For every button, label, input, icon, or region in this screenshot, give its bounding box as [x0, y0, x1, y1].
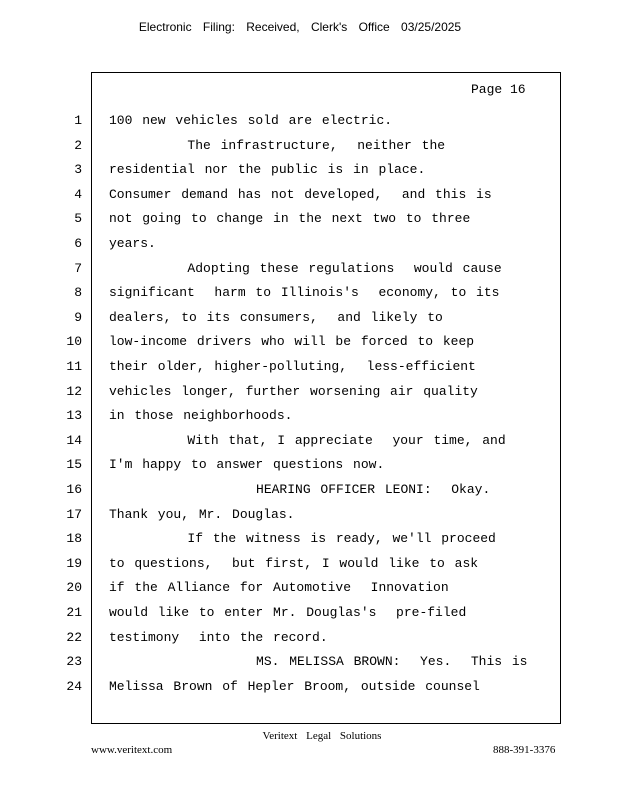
line-number: 14 [66, 433, 82, 448]
transcript-line: I'm happy to answer questions now. [109, 457, 385, 472]
line-number: 13 [66, 408, 82, 423]
line-number: 7 [74, 261, 82, 276]
line-number: 22 [66, 630, 82, 645]
transcript-line: to questions, but first, I would like to ask [109, 556, 479, 571]
filing-stamp-header: Electronic Filing: Received, Clerk's Office 03/25/2025 [138, 20, 462, 34]
transcript-line: 100 new vehicles sold are electric. [109, 113, 393, 128]
transcript-line: MS. MELISSA BROWN: Yes. This is [109, 654, 528, 669]
line-number: 6 [74, 236, 82, 251]
footer-phone: 888-391-3376 [493, 744, 556, 756]
line-number: 18 [66, 531, 82, 546]
footer-website: www.veritext.com [91, 744, 173, 756]
transcript-line: With that, I appreciate your time, and [109, 433, 506, 448]
transcript-line: dealers, to its consumers, and likely to [109, 310, 443, 325]
transcript-line: Consumer demand has not developed, and this is [109, 187, 492, 202]
transcript-line: years. [109, 236, 156, 251]
transcript-line: significant harm to Illinois's economy, to its [109, 285, 500, 300]
line-number: 21 [66, 605, 82, 620]
transcript-line: low-income drivers who will be forced to keep [109, 334, 475, 349]
page-number: Page 16 [471, 82, 526, 97]
line-number: 24 [66, 679, 82, 694]
line-number: 12 [66, 384, 82, 399]
line-number: 2 [74, 138, 82, 153]
transcript-line: HEARING OFFICER LEONI: Okay. [109, 482, 491, 497]
line-number: 5 [74, 211, 82, 226]
transcript-line: The infrastructure, neither the [109, 138, 446, 153]
transcript-line: Melissa Brown of Hepler Broom, outside counsel [109, 679, 480, 694]
transcript-line: their older, higher-polluting, less-efficient [109, 359, 476, 374]
line-number: 10 [66, 334, 82, 349]
transcript-line: in those neighborhoods. [109, 408, 293, 423]
line-number: 20 [66, 580, 82, 595]
line-number: 17 [66, 507, 82, 522]
transcript-line: If the witness is ready, we'll proceed [109, 531, 496, 546]
transcript-line: not going to change in the next two to three [109, 211, 471, 226]
line-number: 11 [66, 359, 82, 374]
transcript-line: Adopting these regulations would cause [109, 261, 502, 276]
transcript-line: if the Alliance for Automotive Innovation [109, 580, 449, 595]
line-number: 4 [74, 187, 82, 202]
footer-company: Veritext Legal Solutions [262, 730, 382, 742]
line-number: 8 [74, 285, 82, 300]
transcript-line: Thank you, Mr. Douglas. [109, 507, 295, 522]
transcript-line: testimony into the record. [109, 630, 328, 645]
transcript-line: would like to enter Mr. Douglas's pre-filed [109, 605, 467, 620]
line-number: 23 [66, 654, 82, 669]
line-number: 1 [74, 113, 82, 128]
line-number: 3 [74, 162, 82, 177]
line-number: 16 [66, 482, 82, 497]
line-number: 19 [66, 556, 82, 571]
transcript-line: vehicles longer, further worsening air quality [109, 384, 478, 399]
line-number: 15 [66, 457, 82, 472]
transcript-line: residential nor the public is in place. [109, 162, 426, 177]
line-number: 9 [74, 310, 82, 325]
